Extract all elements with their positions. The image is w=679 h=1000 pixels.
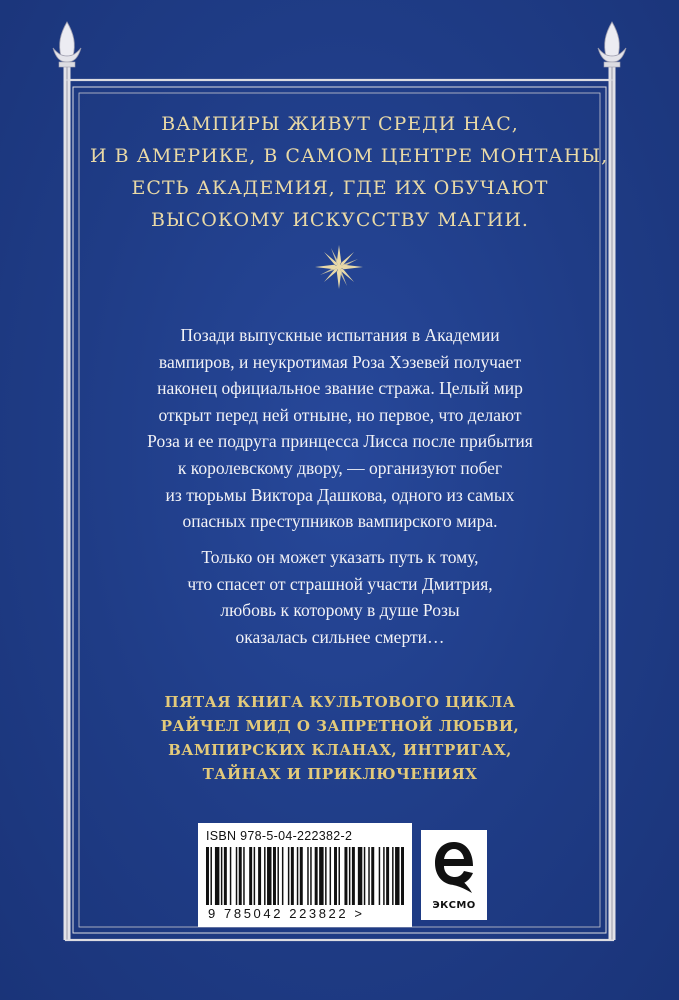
series-tagline (100, 690, 580, 786)
synopsis-line: Позади выпускные испытания в Академии (180, 325, 500, 345)
synopsis-line: Только он может указать путь к тому, (201, 547, 479, 567)
synopsis-line: оказалась сильнее смерти… (235, 626, 445, 647)
headline-line: И В АМЕРИКЕ, В САМОМ ЦЕНТРЕ МОНТАНЫ, (90, 145, 609, 167)
synopsis-line: любовь к которому в душе Розы (220, 600, 460, 621)
isbn-barcode-block (198, 823, 412, 927)
synopsis-paragraph-2 (110, 544, 570, 650)
barcode-bars (206, 847, 404, 905)
synopsis-line: к королевскому двору, — организуют побег (177, 457, 503, 478)
ean-digits: 9 785042 223822 > (208, 906, 365, 921)
tagline-line: ПЯТАЯ КНИГА КУЛЬТОВОГО ЦИКЛА (164, 693, 516, 711)
tagline-line: РАЙЧЕЛ МИД О ЗАПРЕТНОЙ ЛЮБВИ, (160, 717, 520, 735)
publisher-block (421, 830, 487, 920)
headline-line: ЕСТЬ АКАДЕМИЯ, ГДЕ ИХ ОБУЧАЮТ (131, 177, 549, 199)
synopsis-line: опасных преступников вампирского мира. (182, 511, 498, 532)
tagline-line: ТАЙНАХ И ПРИКЛЮЧЕНИЯХ (202, 765, 478, 783)
isbn-text: ISBN 978-5-04-222382-2 (206, 829, 353, 843)
synopsis-line: наконец официальное звание стража. Целый мир (157, 378, 523, 399)
synopsis-line: Роза и ее подруга принцесса Лисса после прибытия (147, 431, 533, 452)
sunburst-star-icon (314, 244, 364, 290)
left-spear-ornament (53, 22, 81, 940)
tagline-line: ВАМПИРСКИХ КЛАНАХ, ИНТРИГАХ, (168, 741, 512, 759)
eksmo-logo-icon (431, 836, 477, 896)
synopsis-line: открыт перед ней отныне, но первое, что делают (158, 404, 522, 425)
synopsis-paragraph-1 (110, 322, 570, 535)
synopsis-line: вампиров, и неукротимая Роза Хэзевей получает (158, 351, 522, 372)
headline-line: ВЫСОКОМУ ИСКУССТВУ МАГИИ. (151, 209, 529, 231)
headline-line: ВАМПИРЫ ЖИВУТ СРЕДИ НАС, (161, 113, 519, 135)
headline (90, 108, 609, 236)
publisher-name: ЭКСМО (432, 900, 476, 911)
synopsis-line: из тюрьмы Виктора Дашкова, одного из самых (165, 484, 515, 505)
synopsis-line: что спасет от страшной участи Дмитрия, (187, 573, 493, 594)
